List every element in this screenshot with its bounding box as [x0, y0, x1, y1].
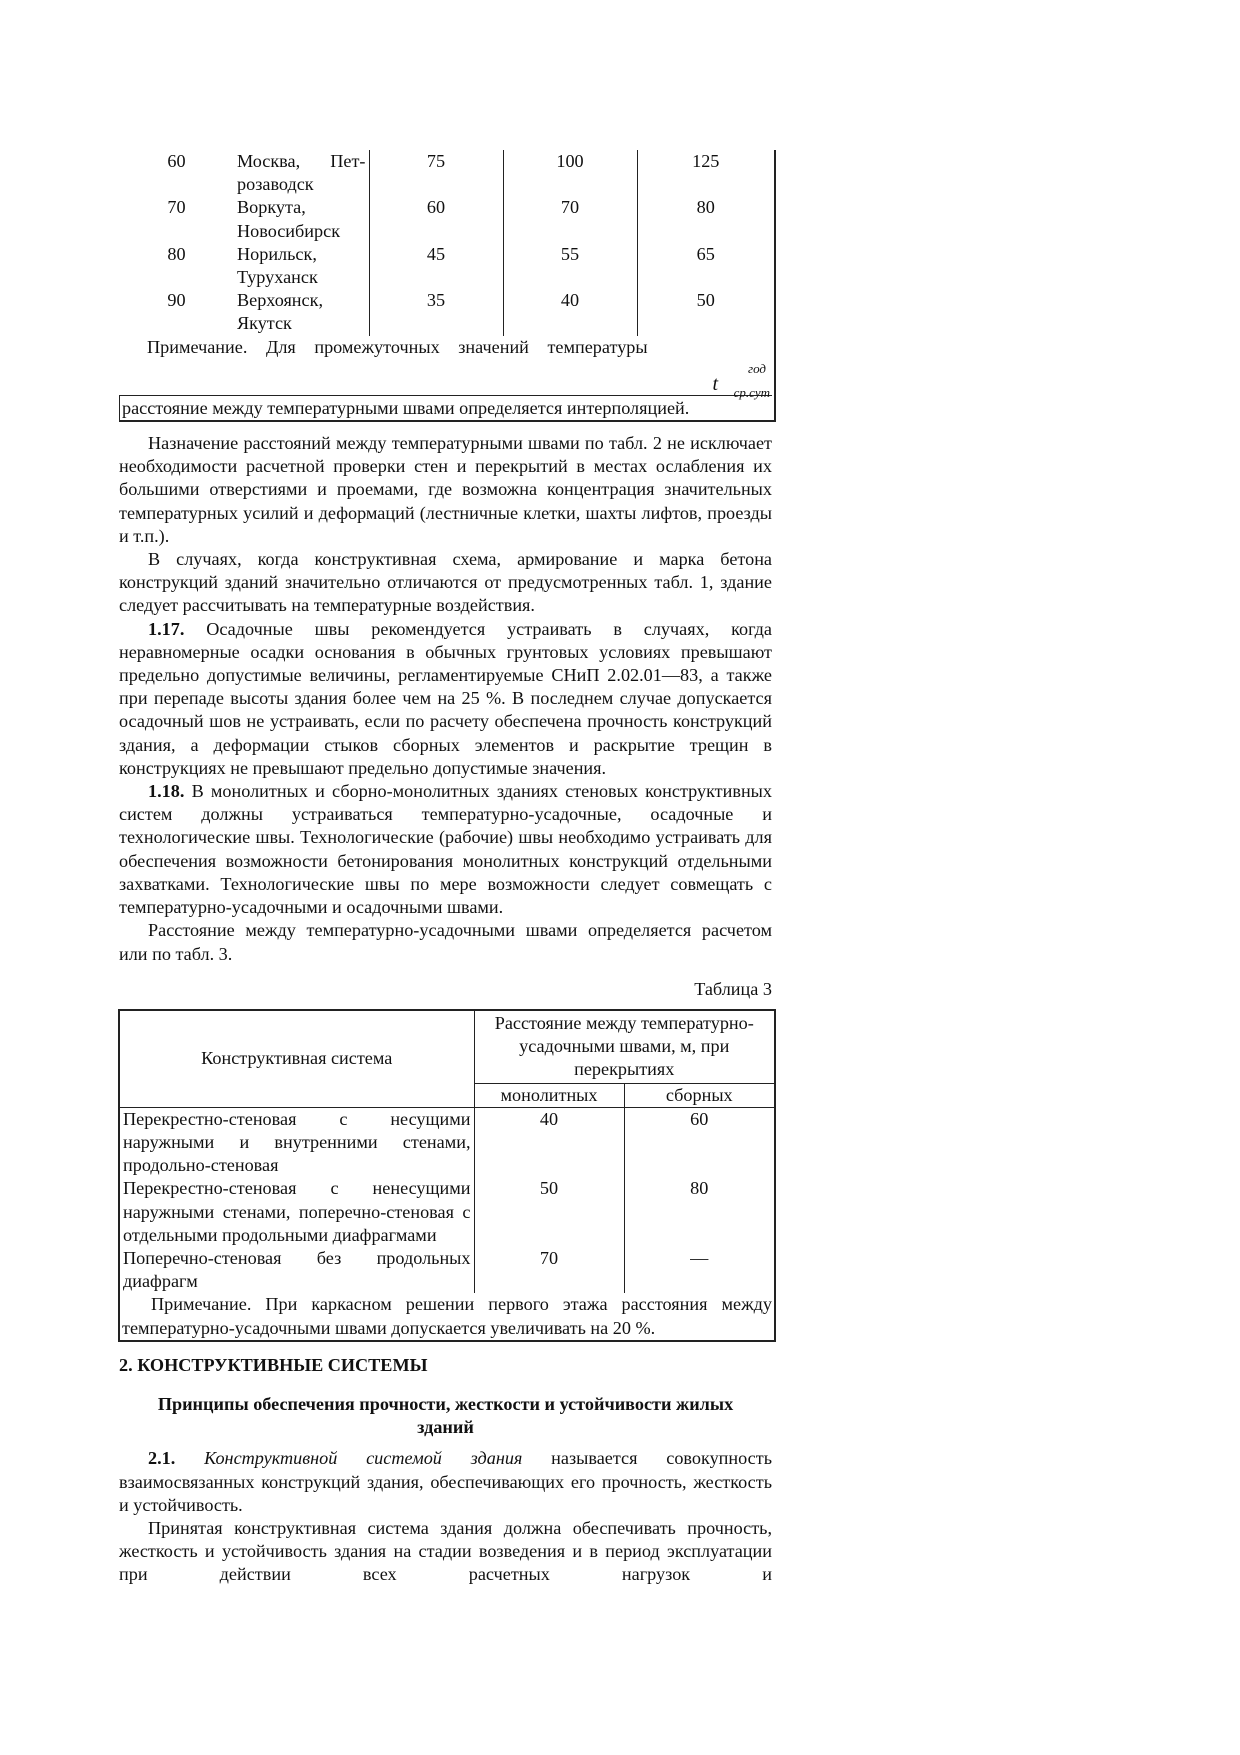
value-cell: 60: [624, 1107, 775, 1177]
value-cell: 50: [696, 290, 715, 311]
clause-number: 1.18.: [148, 781, 185, 802]
table-row: [119, 1247, 775, 1293]
section-heading: 2. КОНСТРУКТИВНЫЕ СИСТЕМЫ: [119, 1354, 428, 1375]
clause-text: В монолитных и сборно-монолитных зданиях стеновых конструктивных систем должны устраиваться температурно-усадочные, осадочные и технологические швы. Технологические (рабочие) швы необходимо устраивать для обеспечения возможности бетонирования монолитных конструкций отдельными захватками. Технологические швы по мере возможности следует совмещать с температурно-усадочными и осадочными швами.: [119, 781, 772, 918]
formula-base: t: [712, 372, 718, 395]
table-3-caption: Таблица 3: [694, 978, 772, 999]
term-italic: Конструктивной системой здания: [204, 1448, 523, 1469]
paragraph: В случаях, когда конструктивная схема, армирование и марка бетона конструкций зданий значительно отличаются от предусмотренных табл. 1, здание следует рассчитывать на температурные воздействия.: [119, 549, 772, 616]
table-note: [119, 1293, 775, 1340]
value-cell: 80: [696, 197, 715, 218]
temp-cell: 90: [167, 290, 186, 311]
temp-cell: 70: [167, 197, 186, 218]
document-page: [119, 150, 772, 1587]
table-row: [119, 150, 775, 196]
subheader-monolithic: монолитных: [474, 1083, 624, 1107]
subheader-prefab: сборных: [624, 1083, 775, 1107]
clause-number: 1.17.: [148, 618, 185, 639]
col-header-system: Конструктивная система: [119, 1010, 474, 1107]
system-cell: Поперечно-стеновая без продольных диафрагм: [119, 1247, 474, 1293]
paragraph-2-1: [119, 1447, 772, 1517]
clause-text: Осадочные швы рекомендуется устраивать в случаях, когда неравномерные осадки основания в обычных грунтовых условиях превышают предельно допустимые величины, регламентируемые СНиП 2.02.01—83, а также при перепаде высоты здания более чем на 25 %. В последнем случае допускается осадочный шов не устраивать, если по расчету обеспечена прочность конструкций здания, а деформации стыков сборных элементов и раскрытие трещин в конструкциях не превышают предельно допустимые значения.: [119, 618, 772, 778]
value-cell: 35: [369, 289, 503, 335]
table-2-continuation: [119, 150, 776, 422]
value-cell: 100: [503, 150, 637, 196]
table-note-row: [119, 336, 775, 421]
city-cell: Москва, Пет-розаводск: [234, 150, 369, 196]
system-cell: Перекрестно-стеновая с несущими наружными и внутренними стенами, продольно-стеновая: [119, 1107, 474, 1177]
temperature-formula: [119, 359, 772, 400]
temp-cell: 80: [167, 243, 186, 264]
paragraph: Назначение расстояний между температурными швами по табл. 2 не исключает необходимости расчетной проверки стен и перекрытий в местах ослабления их большими отверстиями и проемами, где возможна концентрация значительных температурных усилий и деформаций (лестничные клетки, шахты лифтов, проезды и т.п.).: [119, 433, 772, 546]
value-cell: 80: [624, 1177, 775, 1247]
paragraph: Расстояние между температурно-усадочными швами определяется расчетом или по табл. 3.: [119, 920, 772, 964]
city-cell: Воркута, Новосибирск: [234, 196, 369, 242]
value-cell: 40: [503, 289, 637, 335]
clause-text: называется совокупность взаимосвязанных конструкций здания, обеспечивающих его прочность, жесткость и устойчивость.: [119, 1448, 772, 1515]
table-row: [119, 289, 775, 335]
table-note: [119, 336, 775, 421]
subsection-heading: Принципы обеспечения прочности, жесткости и устойчивости жилых зданий: [157, 1393, 734, 1438]
value-cell: 65: [696, 243, 715, 264]
col-header-distance: Расстояние между температурно-усадочными швами, м, при перекрытиях: [474, 1010, 775, 1083]
clause-number: 2.1.: [148, 1448, 176, 1469]
table-header-row: [119, 1010, 775, 1083]
city-cell: Норильск, Туруханск: [234, 243, 369, 289]
formula-subscript: ср.сут: [733, 384, 770, 400]
table-3: [118, 1009, 776, 1342]
paragraph-1-17: [119, 618, 772, 780]
value-cell: 55: [503, 243, 637, 289]
table-note-line1: Примечание. Для промежуточных значений температуры: [147, 336, 648, 357]
value-cell: 75: [369, 150, 503, 196]
paragraph: Принятая конструктивная система здания должна обеспечивать прочность, жесткость и устойчивость здания на стадии возведения и в период эксплуатации при действии всех расчетных нагрузок и: [119, 1517, 772, 1585]
system-cell: Перекрестно-стеновая с ненесущими наружными стенами, поперечно-стеновая с отдельными продольными диафрагмами: [119, 1177, 474, 1247]
temp-cell: 60: [167, 151, 186, 171]
table-row: [119, 196, 775, 242]
city-cell: Верхоянск, Якутск: [234, 289, 369, 335]
formula-superscript: год: [748, 360, 766, 376]
table-note-line2: расстояние между температурными швами определяется интерполяцией.: [119, 395, 772, 420]
value-cell: 40: [474, 1107, 624, 1177]
value-cell: 45: [369, 243, 503, 289]
table-row: [119, 1177, 775, 1247]
value-cell: 60: [369, 196, 503, 242]
table-row: [119, 243, 775, 289]
value-cell: 70: [474, 1247, 624, 1293]
value-cell: 70: [503, 196, 637, 242]
table-note-text: Примечание. При каркасном решении первого этажа расстояния между температурно-усадочными швами допускается увеличивать на 20 %.: [122, 1294, 772, 1338]
table-row: [119, 1107, 775, 1177]
paragraph-1-18: [119, 780, 772, 919]
value-cell: 50: [474, 1177, 624, 1247]
value-cell: 125: [692, 151, 720, 171]
value-cell: —: [624, 1247, 775, 1293]
table-note-row: [119, 1293, 775, 1340]
